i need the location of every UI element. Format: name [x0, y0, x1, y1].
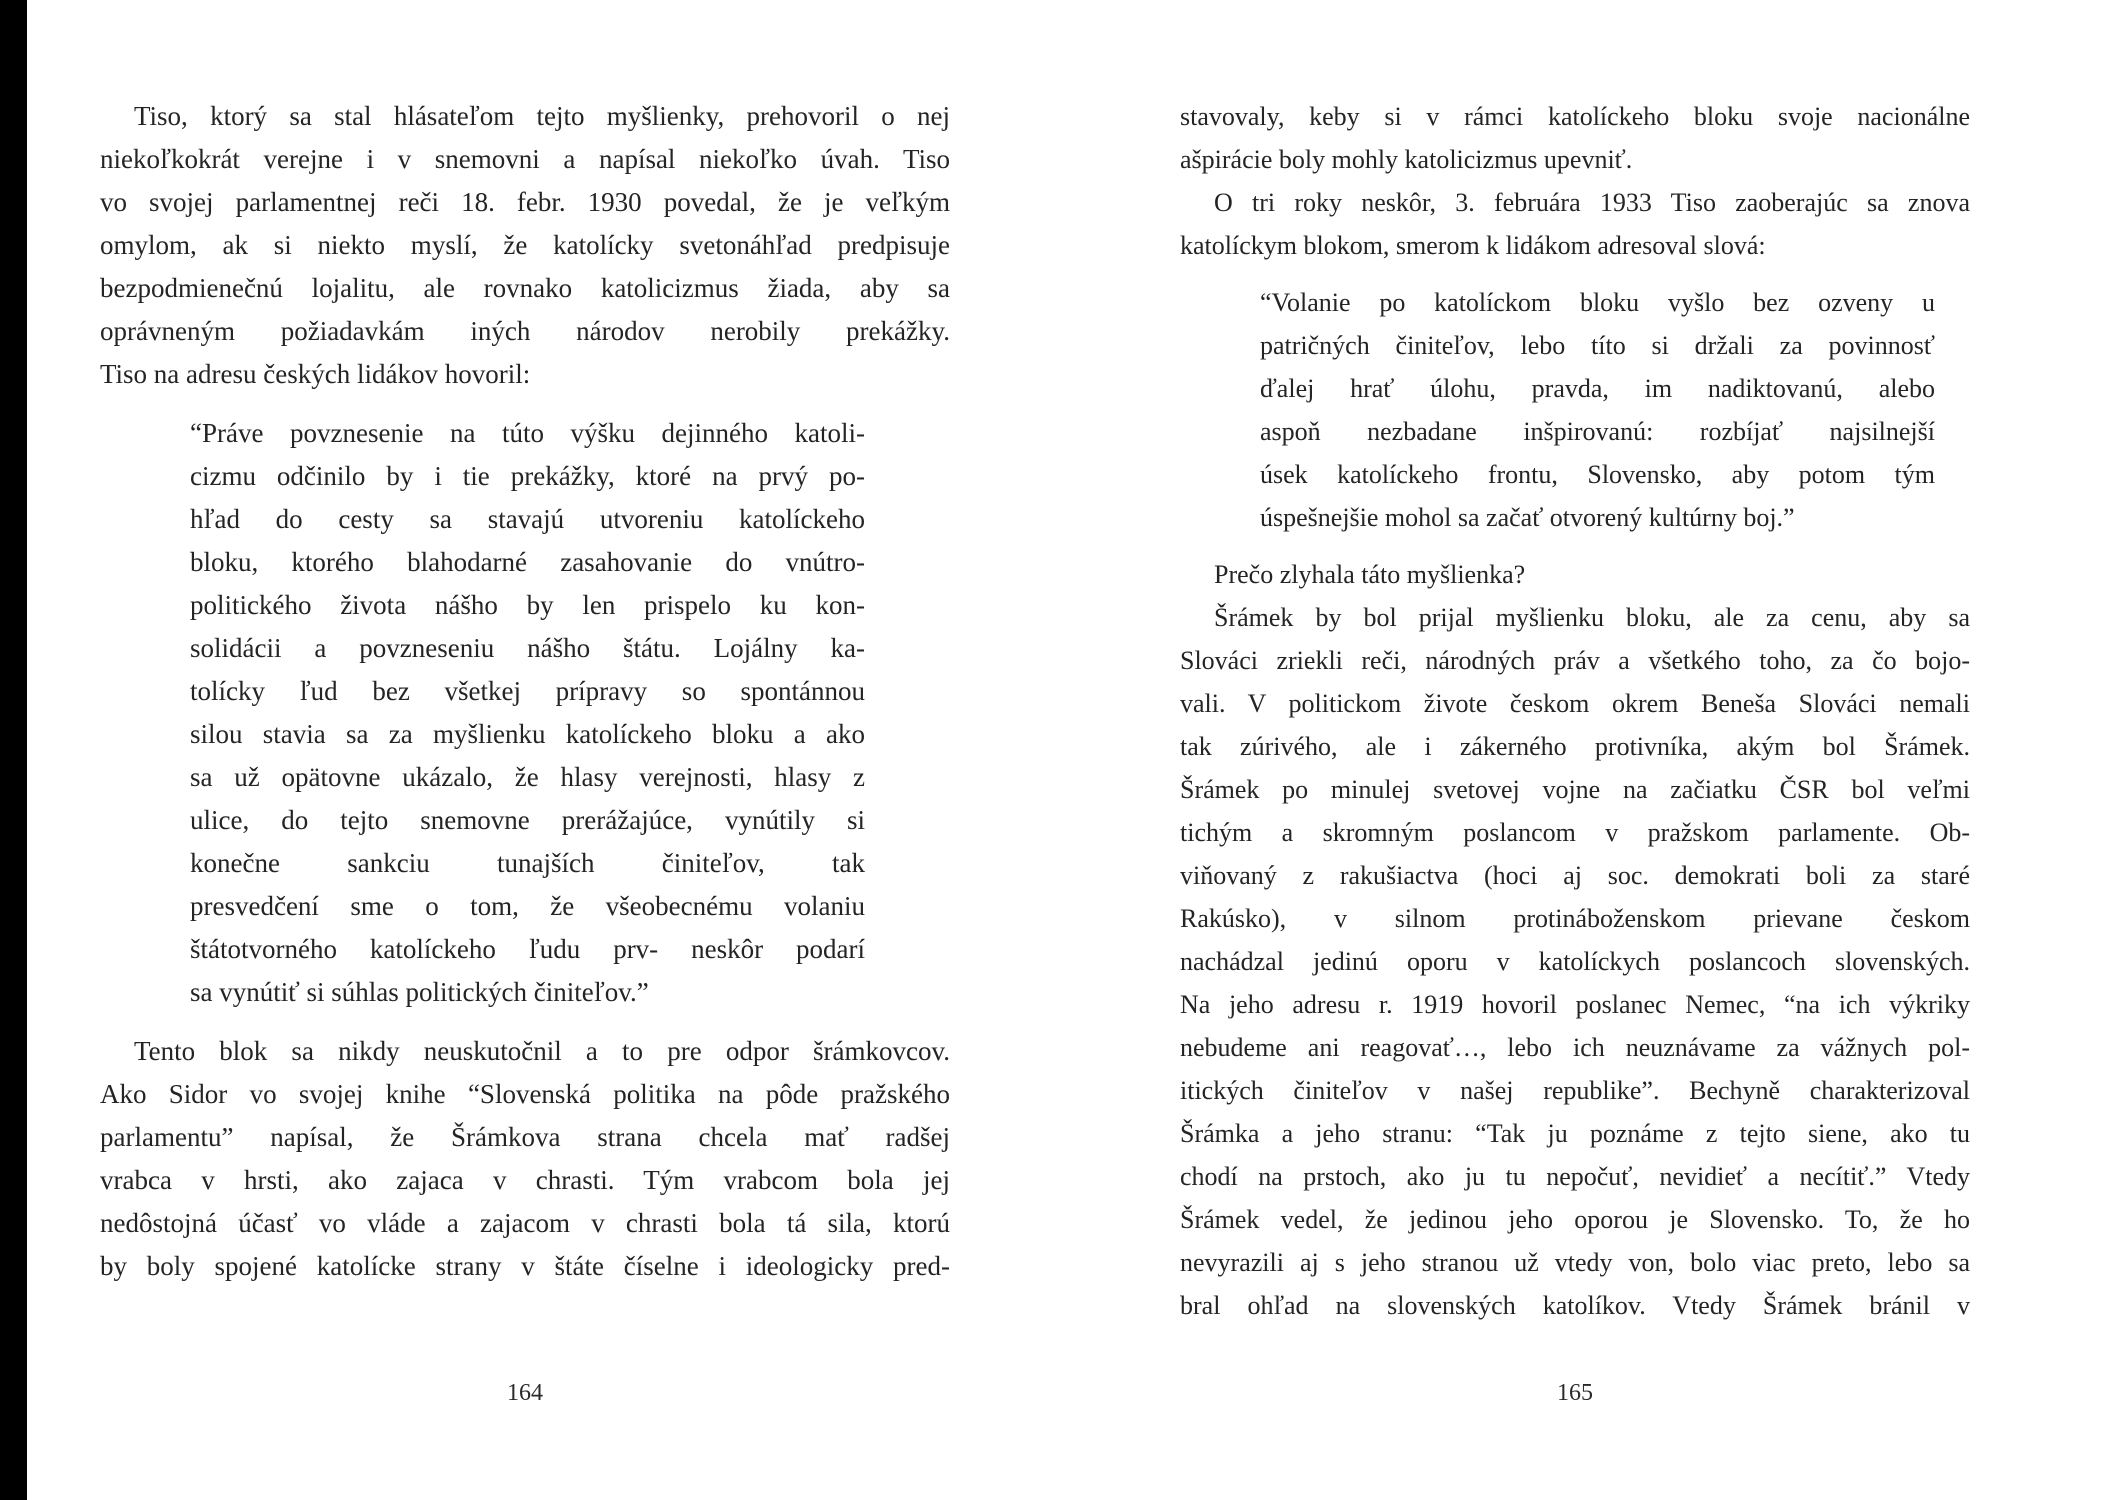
text-line: Šrámek by bol prijal myšlienku bloku, ale za cenu, aby sa [1214, 603, 1970, 632]
paragraph [1180, 596, 1970, 1327]
text-line: stavovaly, keby si v rámci katolíckeho bloku svoje nacionálne [1180, 102, 1970, 131]
paragraph [1180, 553, 1970, 596]
text-line: bloku, ktorého blahodarné zasahovanie do vnútro- [190, 547, 865, 577]
paragraph [1180, 181, 1970, 267]
block-quote [190, 412, 865, 1014]
text-line: omylom, ak si niekto myslí, že katolícky svetonáhľad predpisuje [100, 230, 950, 260]
text-line: úsek katolíckeho frontu, Slovensko, aby potom tým [1260, 460, 1935, 489]
text-line: “Volanie po katolíckom bloku vyšlo bez ozveny u [1260, 288, 1935, 317]
text-line: Tiso, ktorý sa stal hlásateľom tejto myšlienky, prehovoril o nej [134, 101, 950, 131]
text-line: bral ohľad na slovenských katolíkov. Vtedy Šrámek bránil v [1180, 1291, 1970, 1320]
text-line: ašpirácie boly mohly katolicizmus upevniť. [1180, 145, 1633, 174]
text-line: nedôstojná účasť vo vláde a zajacom v chrasti bola tá sila, ktorú [100, 1208, 950, 1238]
page-number-left: 164 [507, 1380, 543, 1406]
text-line: vali. V politickom živote českom okrem Beneša Slováci nemali [1180, 689, 1970, 718]
text-line: chodí na prstoch, ako ju tu nepočuť, nevidieť a necítiť.” Vtedy [1180, 1162, 1970, 1191]
text-line: vrabca v hrsti, ako zajaca v chrasti. Tým vrabcom bola jej [100, 1165, 950, 1195]
paragraph [100, 1030, 950, 1288]
text-line: Na jeho adresu r. 1919 hovoril poslanec Nemec, “na ich výkriky [1180, 990, 1970, 1019]
text-line: Ako Sidor vo svojej knihe “Slovenská politika na pôde pražského [100, 1079, 950, 1109]
text-line: tolícky ľud bez všetkej prípravy so spontánnou [190, 676, 865, 706]
text-line: aspoň nezbadane inšpirovanú: rozbíjať najsilnejší [1260, 417, 1935, 446]
text-line: nevyrazili aj s jeho stranou už vtedy von, bolo viac preto, lebo sa [1180, 1248, 1970, 1277]
text-line: bezpodmienečnú lojalitu, ale rovnako katolicizmus žiada, aby sa [100, 273, 950, 303]
text-line: tichým a skromným poslancom v pražskom parlamente. Ob- [1180, 818, 1970, 847]
text-line: Šrámek vedel, že jedinou jeho oporou je Slovensko. To, že ho [1180, 1205, 1970, 1234]
text-line: Prečo zlyhala táto myšlienka? [1214, 560, 1526, 589]
text-line: itických činiteľov v našej republike”. Bechyně charakterizoval [1180, 1076, 1970, 1105]
text-line: vo svojej parlamentnej reči 18. febr. 1930 povedal, že je veľkým [100, 187, 950, 217]
text-line: oprávneným požiadavkám iných národov nerobily prekážky. [100, 316, 950, 346]
page-left-text [100, 95, 950, 1288]
text-line: hľad do cesty sa stavajú utvoreniu katolíckeho [190, 504, 865, 534]
text-line: Tento blok sa nikdy neuskutočnil a to pre odpor šrámkovcov. [134, 1036, 950, 1066]
text-line: sa vynútiť si súhlas politických činiteľov.” [190, 977, 649, 1007]
text-line: “Práve povznesenie na túto výšku dejinného katoli- [190, 418, 865, 448]
text-line: patričných činiteľov, lebo títo si držali za povinnosť [1260, 331, 1935, 360]
text-line: by boly spojené katolícke strany v štáte číselne i ideologicky pred- [100, 1251, 950, 1281]
page-number-right: 165 [1557, 1380, 1593, 1406]
page-right [1180, 95, 1970, 1406]
text-line: O tri roky neskôr, 3. februára 1933 Tiso zaoberajúc sa znova [1214, 188, 1970, 217]
text-line: Tiso na adresu českých lidákov hovoril: [100, 359, 531, 389]
text-line: cizmu odčinilo by i tie prekážky, ktoré na prvý po- [190, 461, 865, 491]
text-line: úspešnejšie mohol sa začať otvorený kultúrny boj.” [1260, 503, 1795, 532]
text-line: viňovaný z rakušiactva (hoci aj soc. demokrati boli za staré [1180, 861, 1970, 890]
text-line: Slováci zriekli reči, národných práv a všetkého toho, za čo bojo- [1180, 646, 1970, 675]
text-line: ďalej hrať úlohu, pravda, im nadiktovanú, alebo [1260, 374, 1935, 403]
text-line: silou stavia sa za myšlienku katolíckeho bloku a ako [190, 719, 865, 749]
page-right-text [1180, 95, 1970, 1327]
text-line: presvedčení sme o tom, že všeobecnému volaniu [190, 891, 865, 921]
text-line: Rakúsko), v silnom protináboženskom prievane českom [1180, 904, 1970, 933]
text-line: nachádzal jedinú oporu v katolíckych poslancoch slovenských. [1180, 947, 1970, 976]
text-line: štátotvorného katolíckeho ľudu prv- neskôr podarí [190, 934, 865, 964]
block-quote [1260, 281, 1935, 539]
text-line: tak zúrivého, ale i zákerného protivníka, akým bol Šrámek. [1180, 732, 1970, 761]
binding-edge [0, 0, 27, 1500]
paragraph [1180, 95, 1970, 181]
text-line: katolíckym blokom, smerom k lidákom adresoval slová: [1180, 231, 1766, 260]
text-line: ulice, do tejto snemovne prerážajúce, vynútily si [190, 805, 865, 835]
page-left [100, 95, 950, 1406]
text-line: konečne sankciu tunajších činiteľov, tak [190, 848, 865, 878]
text-line: Šrámka a jeho stranu: “Tak ju poznáme z tejto siene, ako tu [1180, 1119, 1970, 1148]
text-line: politického života nášho by len prispelo ku kon- [190, 590, 865, 620]
text-line: niekoľkokrát verejne i v snemovni a napísal niekoľko úvah. Tiso [100, 144, 950, 174]
paragraph [100, 95, 950, 396]
text-line: sa už opätovne ukázalo, že hlasy verejnosti, hlasy z [190, 762, 865, 792]
text-line: solidácii a povzneseniu nášho štátu. Lojálny ka- [190, 633, 865, 663]
text-line: Šrámek po minulej svetovej vojne na začiatku ČSR bol veľmi [1180, 775, 1970, 804]
text-line: parlamentu” napísal, že Šrámkova strana chcela mať radšej [100, 1122, 950, 1152]
text-line: nebudeme ani reagovať…, lebo ich neuznávame za vážnych pol- [1180, 1033, 1970, 1062]
